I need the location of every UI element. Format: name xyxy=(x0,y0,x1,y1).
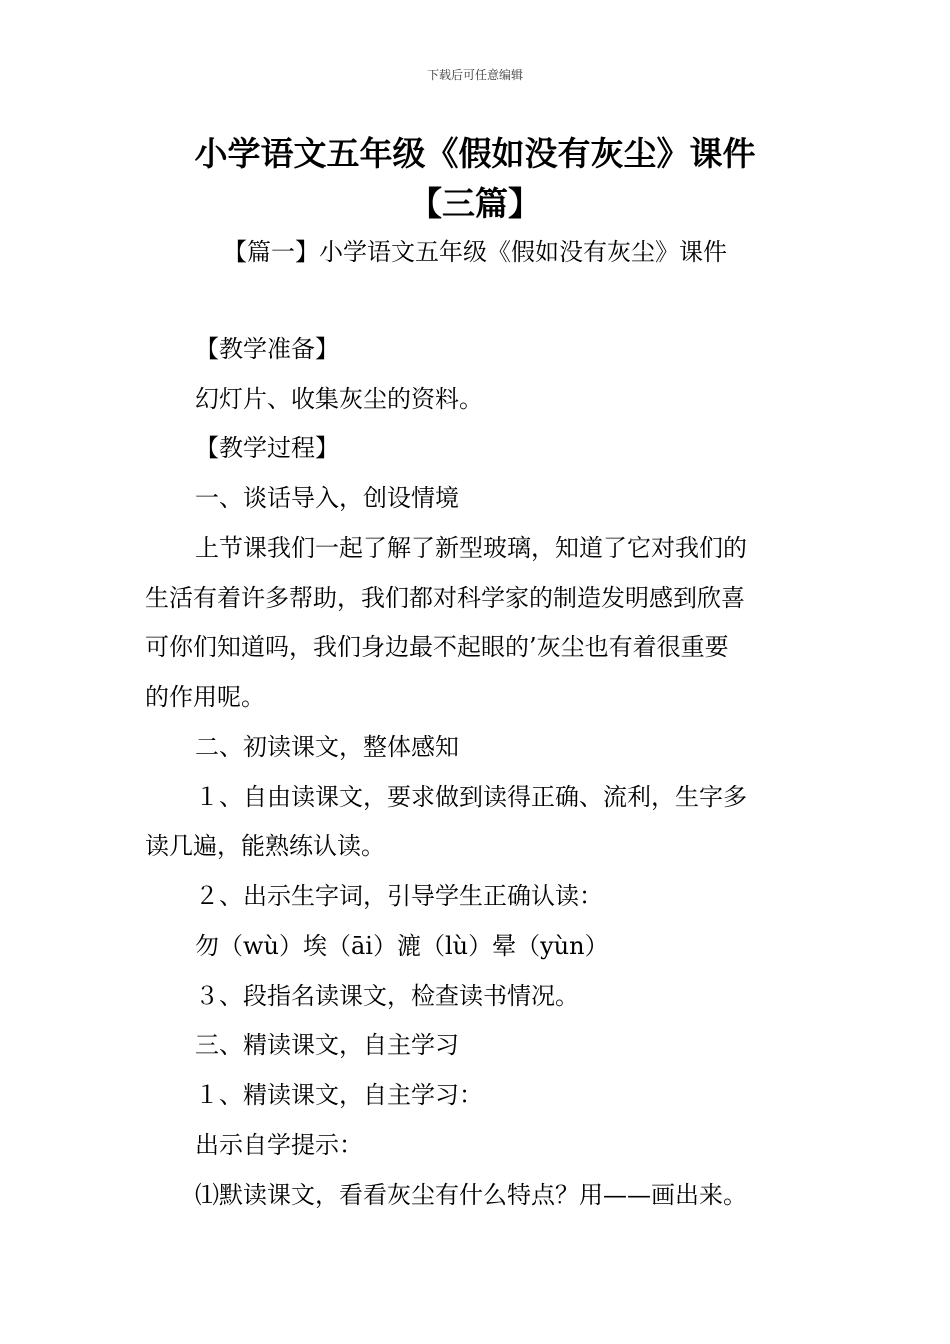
list-item: １、自由读课文，要求做到读得正确、流利，生字多 xyxy=(195,783,747,811)
paragraph-line: 出示自学提示： xyxy=(195,1131,363,1159)
list-item: １、精读课文，自主学习： xyxy=(195,1081,483,1109)
document-title-line-2: 【三篇】 xyxy=(409,184,541,223)
paragraph-line: 读几遍，能熟练认读。 xyxy=(145,832,385,860)
pinyin-line: 勿（wù）埃（āi）漉（lù）晕（yùn） xyxy=(195,932,609,960)
subheading-step-1: 一、谈话导入，创设情境 xyxy=(195,484,459,512)
header-note: 下载后可任意编辑 xyxy=(426,68,523,82)
paragraph-line: 上节课我们一起了解了新型玻璃，知道了它对我们的 xyxy=(195,534,747,562)
section-title: 【篇一】小学语文五年级《假如没有灰尘》课件 xyxy=(223,238,727,266)
paragraph-line: 的作用呢。 xyxy=(145,683,265,711)
paragraph-line: 幻灯片、收集灰尘的资料。 xyxy=(195,385,483,413)
list-item: ３、段指名读课文，检查读书情况。 xyxy=(195,982,579,1010)
subheading-step-2: 二、初读课文，整体感知 xyxy=(195,733,459,761)
subheading-step-3: 三、精读课文，自主学习 xyxy=(195,1031,459,1059)
document-title-line-1: 小学语文五年级《假如没有灰尘》课件 xyxy=(194,134,756,173)
heading-teaching-process: 【教学过程】 xyxy=(195,434,339,462)
heading-teaching-prep: 【教学准备】 xyxy=(195,335,339,363)
list-item: ⑴默读课文，看看灰尘有什么特点？用——画出来。 xyxy=(195,1181,747,1209)
paragraph-line: 可你们知道吗，我们身边最不起眼的’灰尘也有着很重要 xyxy=(145,633,729,661)
paragraph-line: 生活有着许多帮助，我们都对科学家的制造发明感到欣喜 xyxy=(145,584,745,612)
list-item: ２、出示生字词，引导学生正确认读： xyxy=(195,882,603,910)
